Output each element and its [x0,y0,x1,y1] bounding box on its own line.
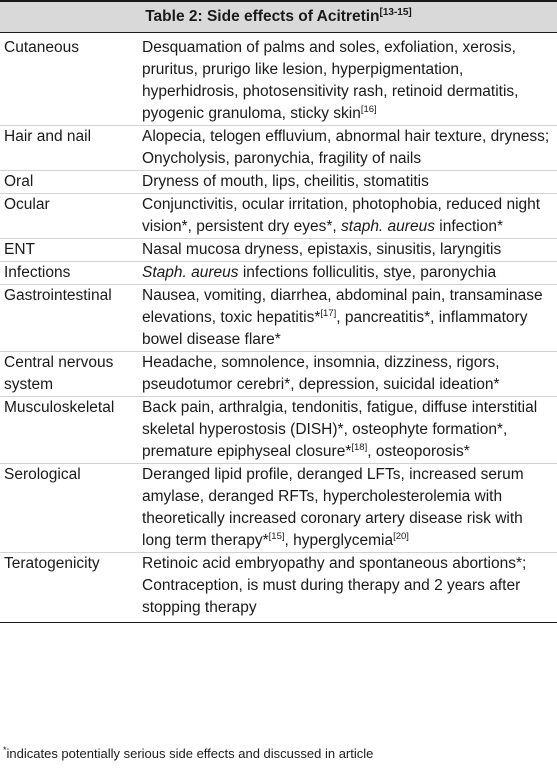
table-row [0,194,557,239]
effects-text: , hyperglycemia [284,532,394,549]
table-footnote [3,746,373,762]
table-row [0,126,557,171]
reference-superscript: [16] [360,104,377,115]
category-cell: Teratogenicity [0,553,135,620]
reference-superscript: [17] [320,308,337,319]
effects-cell [135,464,557,553]
effects-cell [135,262,557,285]
effects-cell [135,194,557,239]
category-cell: ENT [0,239,135,262]
table-row [0,171,557,194]
effects-text: Deranged lipid profile, deranged LFTs, increased serum amylase, deranged RFTs, hypercholesterolemia with theoretically increased coronary artery disease risk with long term therapy* [142,466,524,549]
italic-organism-name: Staph. aureus [142,264,239,281]
effects-cell: Headache, somnolence, insomnia, dizziness, rigors, pseudotumor cerebri*, depression, suicidal ideation* [135,352,557,397]
effects-cell: Nasal mucosa dryness, epistaxis, sinusitis, laryngitis [135,239,557,262]
italic-organism-name: staph. aureus [341,218,435,235]
table-row [0,553,557,620]
category-cell: Ocular [0,194,135,239]
table-row [0,464,557,553]
effects-text: Conjunctivitis, ocular irritation, photophobia, reduced night vision*, persistent dry eyes*, [142,196,541,235]
effects-text: , pancreatitis*, inflammatory bowel disease flare* [142,309,528,348]
effects-text: Desquamation of palms and soles, exfoliation, xerosis, pruritus, prurigo like lesion, hyperpigmentation, hyperhidrosis, photosensitivity rash, retinoid dermatitis, pyogenic granuloma, sticky skin [142,39,519,122]
category-cell: Serological [0,464,135,553]
effects-cell: Alopecia, telogen effluvium, abnormal hair texture, dryness; Onycholysis, paronychia, fragility of nails [135,126,557,171]
effects-text: infection* [434,218,504,235]
effects-cell: Retinoic acid embryopathy and spontaneous abortions*; Contraception, is must during therapy and 2 years after stopping therapy [135,553,557,620]
table-caption [0,0,557,33]
reference-superscript: [15] [268,531,285,542]
category-cell: Cutaneous [4,39,79,56]
table-row [0,239,557,262]
caption-text: Table 2: Side effects of Acitretin [145,8,380,25]
effects-cell: Dryness of mouth, lips, cheilitis, stomatitis [135,171,557,194]
caption-reference: [13-15] [379,7,412,18]
reference-superscript: [18] [351,442,368,453]
effects-cell [135,285,557,352]
table-row [0,262,557,285]
table-row [0,33,557,126]
table-row [0,352,557,397]
footnote-marker: * [3,745,7,755]
table-row [0,397,557,464]
category-cell: Central nervous system [0,352,135,397]
category-cell: Oral [0,171,135,194]
side-effects-grid [0,33,557,619]
footnote-text: indicates potentially serious side effects and discussed in article [6,746,374,761]
effects-cell [135,33,557,126]
reference-superscript: [20] [393,531,409,542]
table-row [0,285,557,352]
effects-text: Nausea, vomiting, diarrhea, abdominal pain, transaminase elevations, toxic hepatitis* [142,287,543,326]
effects-cell [135,397,557,464]
effects-text: Back pain, arthralgia, tendonitis, fatigue, diffuse interstitial skeletal hyperostosis (DISH)*, osteophyte formation*, premature epiphyseal closure* [142,399,538,460]
category-cell: Gastrointestinal [0,285,135,352]
effects-text: infections folliculitis, stye, paronychia [238,264,497,281]
category-cell: Infections [0,262,135,285]
category-cell: Hair and nail [0,126,135,171]
effects-text: , osteoporosis* [367,443,470,460]
table-bottom-rule [0,622,557,623]
category-cell: Musculoskeletal [0,397,135,464]
